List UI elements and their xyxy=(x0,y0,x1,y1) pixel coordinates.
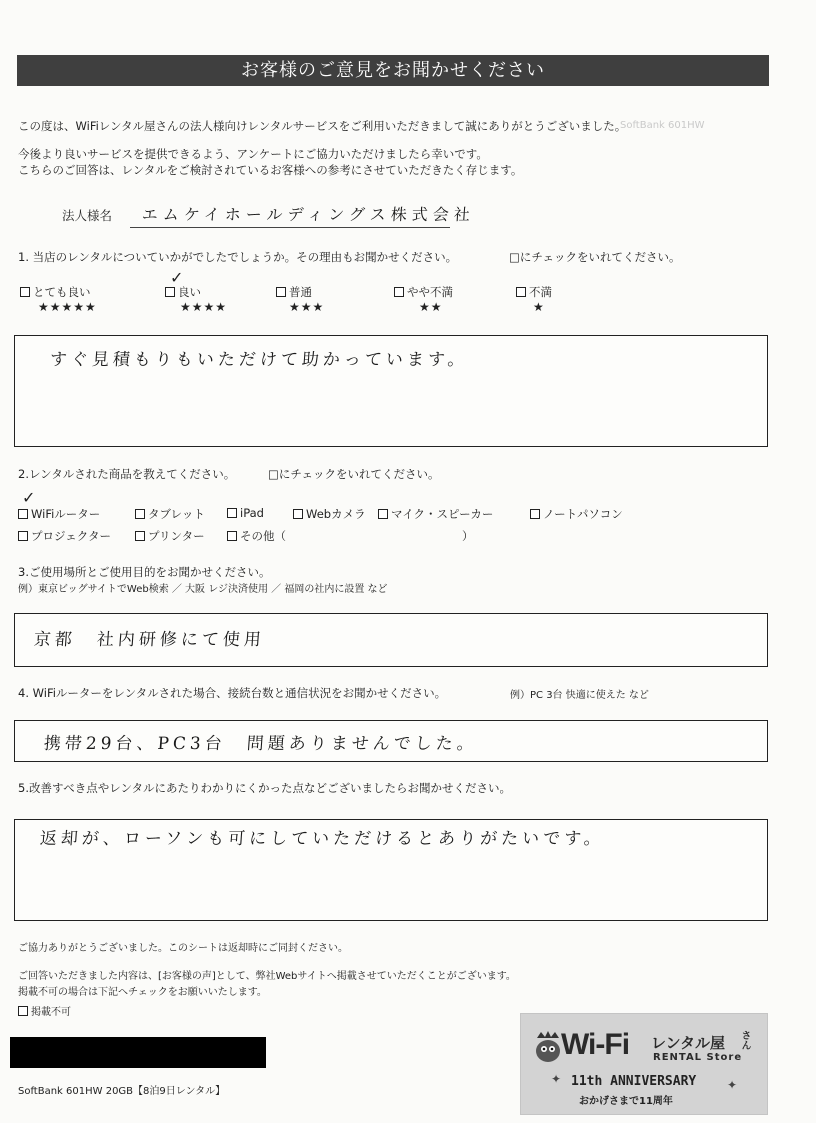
q1-stars-2: ★★ xyxy=(419,300,443,314)
q5-answer-text: 返却が、ローソンも可にしていただけるとありがたいです。 xyxy=(39,829,606,849)
mascot-icon xyxy=(533,1030,563,1064)
company-label: 法人様名 xyxy=(62,208,113,223)
q1-question: 1. 当店のレンタルについていかがでしたでしょうか。その理由もお聞かせください。 xyxy=(18,250,458,264)
intro-line-2: 今後より良いサービスを提供できるよう、アンケートにご協力いただけましたら幸いです。 xyxy=(18,147,488,161)
q4-answer-text: 携帯29台、PC3台 問題ありませんでした。 xyxy=(43,734,479,754)
checkbox[interactable] xyxy=(135,509,145,519)
logo-jp-name: レンタル屋 xyxy=(651,1034,726,1052)
q4-example: 例）PC 3台 快適に使えた など xyxy=(510,690,649,701)
logo-brand: Wi-Fi xyxy=(561,1028,630,1061)
q2-other-close-paren: ） xyxy=(462,529,474,543)
show-through-label: SoftBank 601HW xyxy=(620,120,705,131)
q1-option-very-good[interactable]: とても良い xyxy=(20,284,91,300)
checkbox[interactable] xyxy=(276,287,286,297)
checkbox[interactable] xyxy=(530,509,540,519)
intro-line-1: この度は、WiFiレンタル屋さんの法人様向けレンタルサービスをご利用いただきまして誠にありがとうございました。 xyxy=(18,119,627,133)
product-label: SoftBank 601HW 20GB【8泊9日レンタル】 xyxy=(18,1086,226,1097)
company-name[interactable]: エムケイホールディングス株式会社 xyxy=(141,205,476,224)
checkbox[interactable] xyxy=(378,509,388,519)
q2-option-projector[interactable]: プロジェクター xyxy=(18,528,111,544)
checkbox[interactable] xyxy=(20,287,30,297)
footer-publish-instruction: 掲載不可の場合は下記へチェックをお願いいたします。 xyxy=(18,987,267,998)
checkbox[interactable] xyxy=(394,287,404,297)
checkbox[interactable] xyxy=(293,509,303,519)
q2-option-printer[interactable]: プリンター xyxy=(135,528,205,544)
q1-option-normal[interactable]: 普通 xyxy=(276,284,312,300)
confetti-icon: ✦ xyxy=(727,1078,738,1092)
checkbox[interactable] xyxy=(18,509,28,519)
q2-option-laptop[interactable]: ノートパソコン xyxy=(530,506,623,522)
confetti-icon: ✦ xyxy=(551,1072,562,1086)
q2-option-mic-speaker[interactable]: マイク・スピーカー xyxy=(378,506,493,522)
q1-option-unsatisfied[interactable]: 不満 xyxy=(516,284,552,300)
q1-option-good[interactable]: 良い xyxy=(165,284,201,300)
q3-example: 例）東京ビッグサイトでWeb検索 ／ 大阪 レジ決済使用 ／ 福岡の社内に設置 など xyxy=(18,584,388,595)
company-underline xyxy=(130,226,450,228)
logo-anniversary-thanks: おかげさまで11周年 xyxy=(579,1096,673,1107)
q1-good-check-mark: ✓ xyxy=(170,268,184,287)
q1-instruction: □にチェックをいれてください。 xyxy=(509,250,681,264)
q3-question: 3.ご使用場所とご使用目的をお聞かせください。 xyxy=(18,565,271,579)
q1-stars-1: ★ xyxy=(533,300,545,314)
q2-option-webcam[interactable]: Webカメラ xyxy=(293,506,366,522)
q2-option-wifi-router[interactable]: WiFiルーター xyxy=(18,506,100,522)
no-publish-checkbox[interactable] xyxy=(18,1006,28,1016)
rental-store-logo xyxy=(520,1013,768,1115)
q2-question: 2.レンタルされた商品を教えてください。 xyxy=(18,467,236,481)
checkbox[interactable] xyxy=(516,287,526,297)
q2-option-other[interactable]: その他（ xyxy=(227,528,286,544)
q1-answer-text: すぐ見積もりもいただけて助かっています。 xyxy=(49,350,470,370)
logo-jp-suffix: さん xyxy=(739,1030,750,1050)
intro-line-3: こちらのご回答は、レンタルをご検討されているお客様への参考にさせていただきたく存じます。 xyxy=(18,163,523,177)
logo-en-name: RENTAL Store xyxy=(653,1052,743,1063)
q4-question: 4. WiFiルーターをレンタルされた場合、接続台数と通信状況をお聞かせください。 xyxy=(18,686,447,700)
q1-option-slightly-unsatisfied[interactable]: やや不満 xyxy=(394,284,453,300)
q2-option-ipad[interactable]: iPad xyxy=(227,506,264,520)
q1-stars-4: ★★★★ xyxy=(180,300,228,314)
q2-wifi-check-mark: ✓ xyxy=(22,488,36,507)
checkbox[interactable] xyxy=(135,531,145,541)
show-through-text xyxy=(620,120,705,131)
checkbox[interactable] xyxy=(165,287,175,297)
logo-anniversary: 11th ANNIVERSARY xyxy=(571,1074,697,1089)
checkbox[interactable] xyxy=(18,531,28,541)
footer-publish-notice: ご回答いただきました内容は、[お客様の声]として、弊社Webサイトへ掲載させていただくことがございます。 xyxy=(18,971,516,982)
checkbox[interactable] xyxy=(227,531,237,541)
q1-stars-5: ★★★★★ xyxy=(38,300,97,314)
q2-instruction: □にチェックをいれてください。 xyxy=(268,467,440,481)
redacted-block xyxy=(10,1037,266,1068)
q2-option-tablet[interactable]: タブレット xyxy=(135,506,205,522)
footer-thanks: ご協力ありがとうございました。このシートは返却時にご同封ください。 xyxy=(18,943,348,954)
q5-question: 5.改善すべき点やレンタルにあたりわかりにくかった点などございましたらお聞かせください。 xyxy=(18,781,511,795)
q3-answer-text: 京都 社内研修にて使用 xyxy=(33,630,266,650)
checkbox[interactable] xyxy=(227,508,237,518)
q1-stars-3: ★★★ xyxy=(289,300,325,314)
survey-title: お客様のご意見をお聞かせください xyxy=(17,55,769,86)
no-publish-option[interactable]: 掲載不可 xyxy=(18,1004,71,1021)
